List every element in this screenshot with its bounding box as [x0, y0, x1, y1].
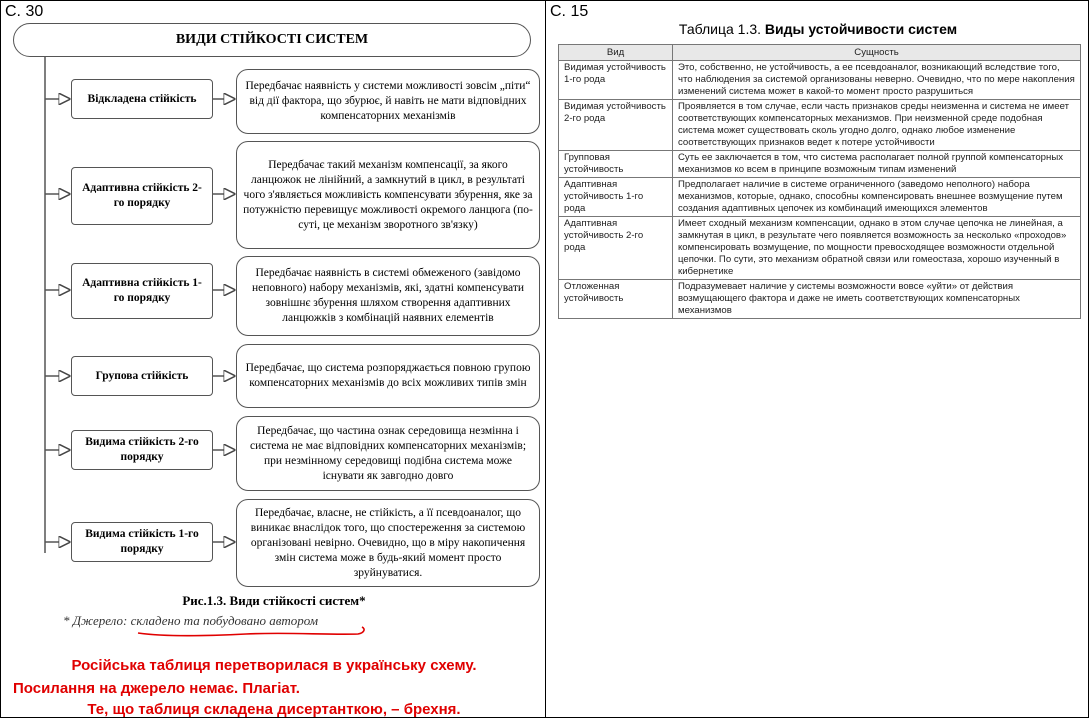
table-caption — [546, 21, 1089, 37]
left-panel — [0, 0, 546, 718]
column-header-essence: Сущность — [673, 45, 1081, 61]
essence-cell: Это, собственно, не устойчивость, а ее псевдоаналог, возникающий вследствие того, что наблюдения за системой организованы неверно. Очевидно, что по мере накопления изменений система может в какой-то момент просто разрушиться — [673, 61, 1081, 100]
table-row — [559, 61, 1081, 100]
type-label-box: Адаптивна стійкість 2-го порядку — [71, 167, 213, 225]
stability-types-table — [558, 44, 1081, 319]
right-page-label: С. 15 — [550, 3, 589, 20]
red-underline-mark — [136, 625, 376, 641]
kind-cell: Адаптивная устойчивость 2-го рода — [559, 217, 673, 280]
essence-cell: Подразумевает наличие у системы возможности вовсе «уйти» от действия возмущающего фактора и даже не иметь соответствующих компенсаторных механизмов — [673, 280, 1081, 319]
table-header-row — [559, 45, 1081, 61]
left-page-label: С. 30 — [5, 3, 44, 20]
red-note: Російська таблиця перетворилася в українську схему. — [71, 657, 477, 674]
type-label-box: Видима стійкість 2-го порядку — [71, 430, 213, 470]
table-row — [559, 178, 1081, 217]
diagram-title: ВИДИ СТІЙКОСТІ СИСТЕМ — [13, 23, 531, 57]
table-row — [559, 217, 1081, 280]
source-prefix: * Джерело: — [63, 613, 131, 628]
essence-cell: Имеет сходный механизм компенсации, однако в этом случае цепочка не линейная, а замкнутая в цикл, в результате чего появляется возможность за несколько «проходов» компенсировать возмущение, по мощности превосходящее возможности отдельной цепочки. По сути, это механизм обратной связи или гомеостаза, хорошо изученный в кибернетике — [673, 217, 1081, 280]
type-description-box: Передбачає, що система розпоряджається повною групою компенсаторних механізмів до всіх можливих типів змін — [236, 344, 540, 408]
figure-caption: Рис.1.3. Види стійкості систем* — [182, 593, 366, 608]
red-note: Те, що таблиця складена дисертанткою, – брехня. — [87, 701, 461, 718]
red-note: Посилання на джерело немає. Плагіат. — [13, 680, 300, 697]
table-caption-prefix: Таблица 1.3. — [678, 21, 765, 37]
type-description-box: Передбачає наявність у системи можливості зовсім „піти“ від дії фактора, що збурює, й навіть не мати відповідних компенсаторних механізмів — [236, 69, 540, 134]
table-row — [559, 280, 1081, 319]
right-panel — [545, 0, 1089, 718]
table-caption-title: Виды устойчивости систем — [764, 21, 958, 37]
type-label-box: Адаптивна стійкість 1-го порядку — [71, 263, 213, 319]
table-row — [559, 151, 1081, 178]
type-description-box: Передбачає, власне, не стійкість, а її псевдоаналог, що виникає внаслідок того, що спостереження за системою організовані невірно. Очевидно, що в міру накопичення змін система може в будь-який момент просто зруйнуватися. — [236, 499, 540, 587]
kind-cell: Видимая устойчивость 2-го рода — [559, 100, 673, 151]
type-description-box: Передбачає наявність в системі обмеженого (завідомо неповного) набору механізмів, які, здатні компенсувати зовнішнє збурення шляхом створення адаптивних ланцюжків з комбінацій наявних елементів — [236, 256, 540, 336]
essence-cell: Проявляется в том случае, если часть признаков среды неизменна и система не имеет соответствующих компенсаторных механизмов. При неизменной среде подобная система может существовать сколь угодно долго, однако любое изменение соответствующих признаков ведет к потере устойчивости — [673, 100, 1081, 151]
column-header-kind: Вид — [559, 45, 673, 61]
type-label-box: Групова стійкість — [71, 356, 213, 396]
essence-cell: Предполагает наличие в системе ограниченного (заведомо неполного) набора механизмов, которые, однако, способны компенсировать внешнее возмущение путем создания адаптивных цепочек из комбинаций имеющихся элементов — [673, 178, 1081, 217]
type-description-box: Передбачає такий механізм компенсації, за якого ланцюжок не лінійний, а замкнутий в цикл, в результаті чого з'являється можливість компенсувати збурення, яке за потужністю перевищує можливості окремого ланцюга (по-суті, це механізм зворотного зв'язку) — [236, 141, 540, 249]
kind-cell: Групповая устойчивость — [559, 151, 673, 178]
type-label-box: Відкладена стійкість — [71, 79, 213, 119]
kind-cell: Отложенная устойчивость — [559, 280, 673, 319]
kind-cell: Видимая устойчивость 1-го рода — [559, 61, 673, 100]
essence-cell: Суть ее заключается в том, что система располагает полной группой компенсаторных механизмов ко всем в принципе возможным типам изменений — [673, 151, 1081, 178]
type-description-box: Передбачає, що частина ознак середовища незмінна і система не має відповідних компенсаторних механізмів; при незмінному середовищі подібна система може існувати як завгодно довго — [236, 416, 540, 491]
type-label-box: Видима стійкість 1-го порядку — [71, 522, 213, 562]
source-text: складено та побудовано автором — [130, 613, 319, 628]
table-row — [559, 100, 1081, 151]
kind-cell: Адаптивная устойчивость 1-го рода — [559, 178, 673, 217]
